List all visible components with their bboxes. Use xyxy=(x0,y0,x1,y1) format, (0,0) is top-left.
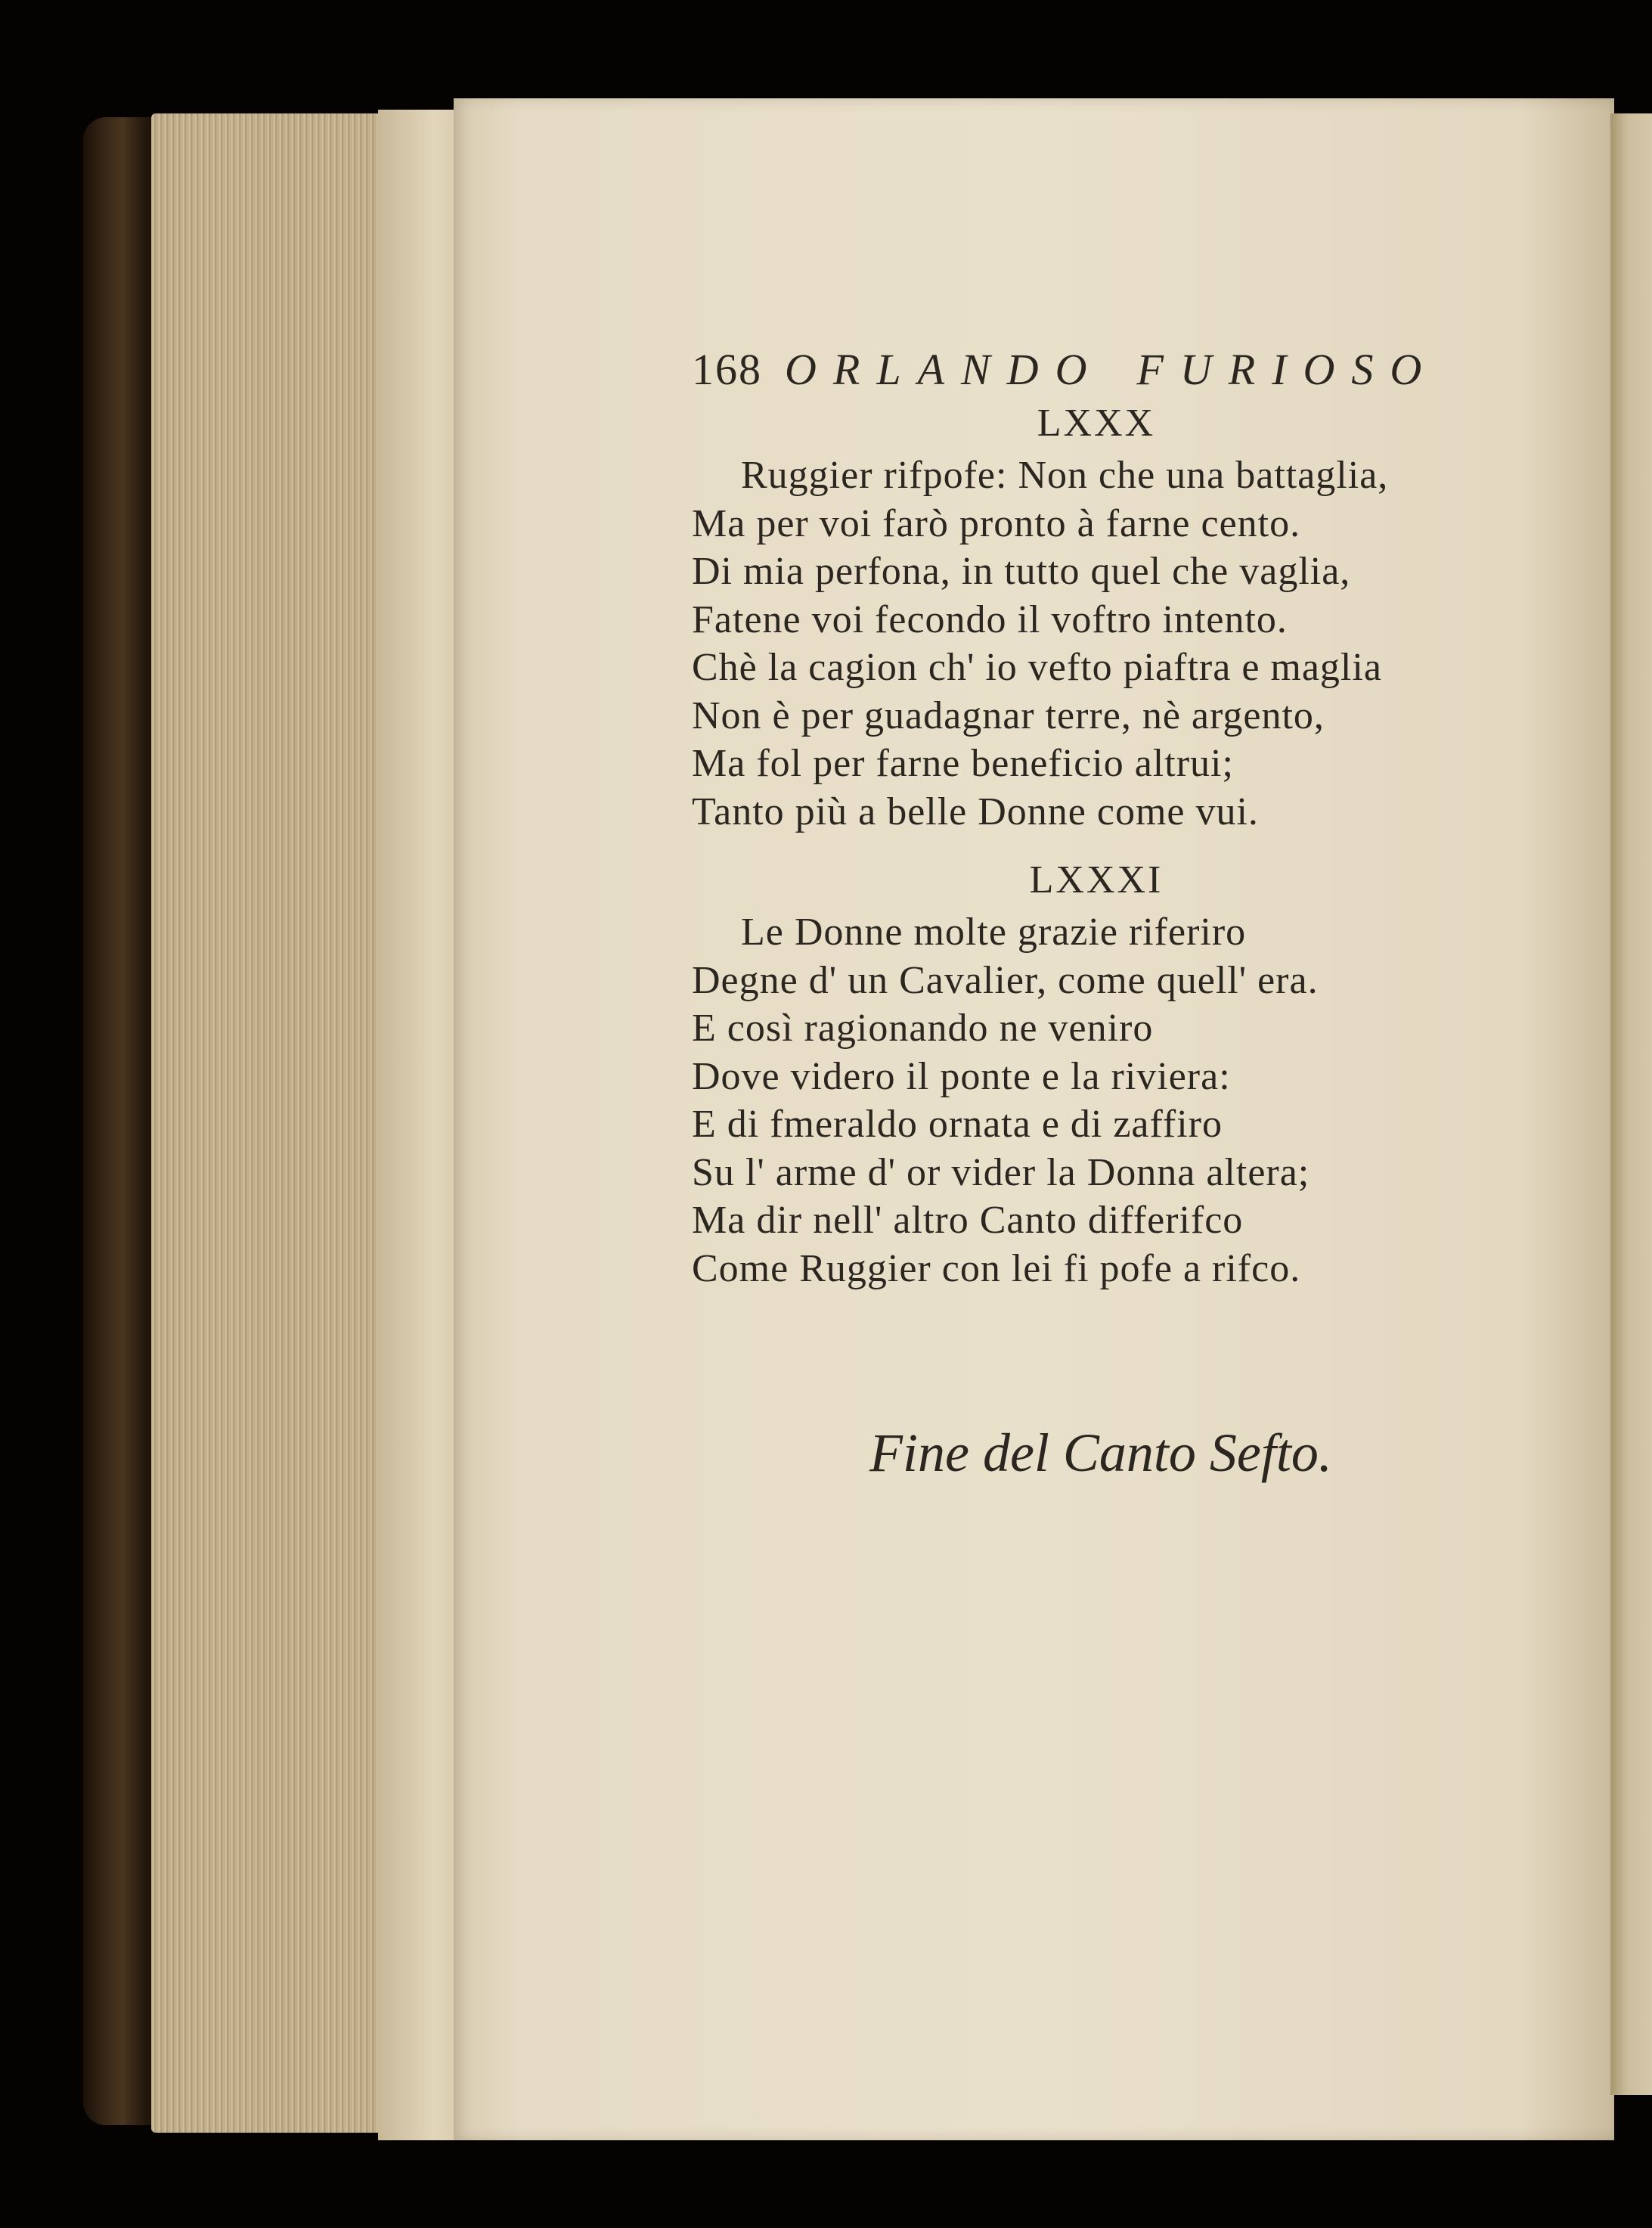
stanza-number: LXXX xyxy=(1037,402,1156,445)
page-number: 168 xyxy=(692,345,762,394)
verse-line: Chè la cagion ch' io vefto piaftra e maglia xyxy=(692,646,1382,689)
right-page-edge xyxy=(1610,113,1652,2095)
verse-line: Dove videro il ponte e la riviera: xyxy=(692,1054,1231,1098)
book-spine xyxy=(83,117,155,2125)
verse-line: Non è per guadagnar terre, nè argento, xyxy=(692,694,1325,737)
running-head xyxy=(692,344,1523,397)
stanza-lines xyxy=(692,908,1523,1292)
stanza xyxy=(692,857,1523,1292)
verse-line: Degne d' un Cavalier, come quell' era. xyxy=(692,958,1319,1002)
verse-line: Su l' arme d' or vider la Donna altera; xyxy=(692,1150,1310,1194)
verse-line: Tanto più a belle Donne come vui. xyxy=(692,790,1259,833)
verse-line: Ma dir nell' altro Canto differifco xyxy=(692,1199,1244,1242)
running-title-word: ORLANDO xyxy=(785,345,1104,394)
verse-line: Ruggier rifpofe: Non che una battaglia, xyxy=(741,454,1389,497)
verse-line: Ma per voi farò pronto à farne cento. xyxy=(692,501,1301,545)
verse-line: E di fmeraldo ornata e di zaffiro xyxy=(692,1103,1223,1146)
verse-line: Fatene voi fecondo il voftro intento. xyxy=(692,597,1288,641)
verse-line: E così ragionando ne veniro xyxy=(692,1007,1154,1050)
running-title xyxy=(785,344,1438,395)
stanza-number: LXXXI xyxy=(1029,858,1164,901)
stanza xyxy=(692,400,1523,836)
canto-end-note: Fine del Canto Sefto. xyxy=(869,1423,1332,1483)
verse-line: Le Donne molte grazie riferiro xyxy=(741,911,1247,954)
page-text xyxy=(692,344,1523,1292)
verse-line: Di mia perfona, in tutto quel che vaglia, xyxy=(692,550,1351,593)
verse-line: Come Ruggier con lei fi pofe a rifco. xyxy=(692,1246,1301,1290)
running-title-word: FURIOSO xyxy=(1136,345,1439,394)
verse-line: Ma fol per farne beneficio altrui; xyxy=(692,742,1234,785)
page-edges xyxy=(151,113,393,2133)
stanza-lines xyxy=(692,451,1523,836)
